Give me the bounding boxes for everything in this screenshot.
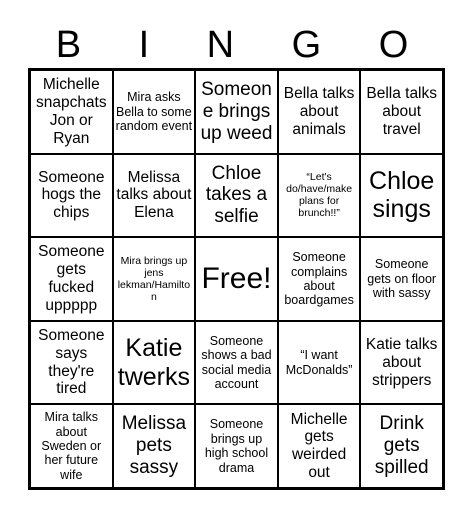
bingo-cell[interactable]: Someone brings up weed — [195, 70, 278, 154]
bingo-cell[interactable]: “I want McDonalds” — [278, 321, 361, 405]
bingo-cell[interactable]: Someone gets on floor with sassy — [360, 237, 443, 321]
bingo-header — [27, 24, 437, 66]
bingo-cell[interactable]: “Let's do/have/make plans for brunch!!” — [278, 154, 361, 238]
bingo-cell[interactable]: Melissa pets sassy — [113, 404, 196, 488]
bingo-cell[interactable]: Katie talks about strippers — [360, 321, 443, 405]
bingo-cell[interactable]: Mira talks about Sweden or her future wife — [30, 404, 113, 488]
header-letter-b: B — [55, 24, 82, 66]
header-letter-i: I — [138, 24, 150, 66]
header-letter-g: G — [291, 24, 322, 66]
bingo-cell[interactable]: Someone says they're tired — [30, 321, 113, 405]
bingo-cell[interactable]: Chloe takes a selfie — [195, 154, 278, 238]
bingo-cell[interactable]: Drink gets spilled — [360, 404, 443, 488]
bingo-cell[interactable]: Someone brings up high school drama — [195, 404, 278, 488]
bingo-cell[interactable]: Chloe sings — [360, 154, 443, 238]
free-space-cell[interactable]: Free! — [195, 237, 278, 321]
bingo-cell[interactable]: Michelle snapchats Jon or Ryan — [30, 70, 113, 154]
bingo-card — [28, 68, 445, 490]
bingo-cell[interactable]: Mira asks Bella to some random event — [113, 70, 196, 154]
header-letter-o: O — [378, 24, 409, 66]
bingo-cell[interactable]: Bella talks about travel — [360, 70, 443, 154]
bingo-cell[interactable]: Katie twerks — [113, 321, 196, 405]
bingo-cell[interactable]: Melissa talks about Elena — [113, 154, 196, 238]
bingo-cell[interactable]: Mira brings up jens lekman/Hamilton — [113, 237, 196, 321]
bingo-cell[interactable]: Someone complains about boardgames — [278, 237, 361, 321]
bingo-cell[interactable]: Someone hogs the chips — [30, 154, 113, 238]
bingo-cell[interactable]: Bella talks about animals — [278, 70, 361, 154]
bingo-cell[interactable]: Someone shows a bad social media account — [195, 321, 278, 405]
bingo-cell[interactable]: Someone gets fucked uppppp — [30, 237, 113, 321]
bingo-cell[interactable]: Michelle gets weirded out — [278, 404, 361, 488]
header-letter-n: N — [206, 24, 235, 66]
